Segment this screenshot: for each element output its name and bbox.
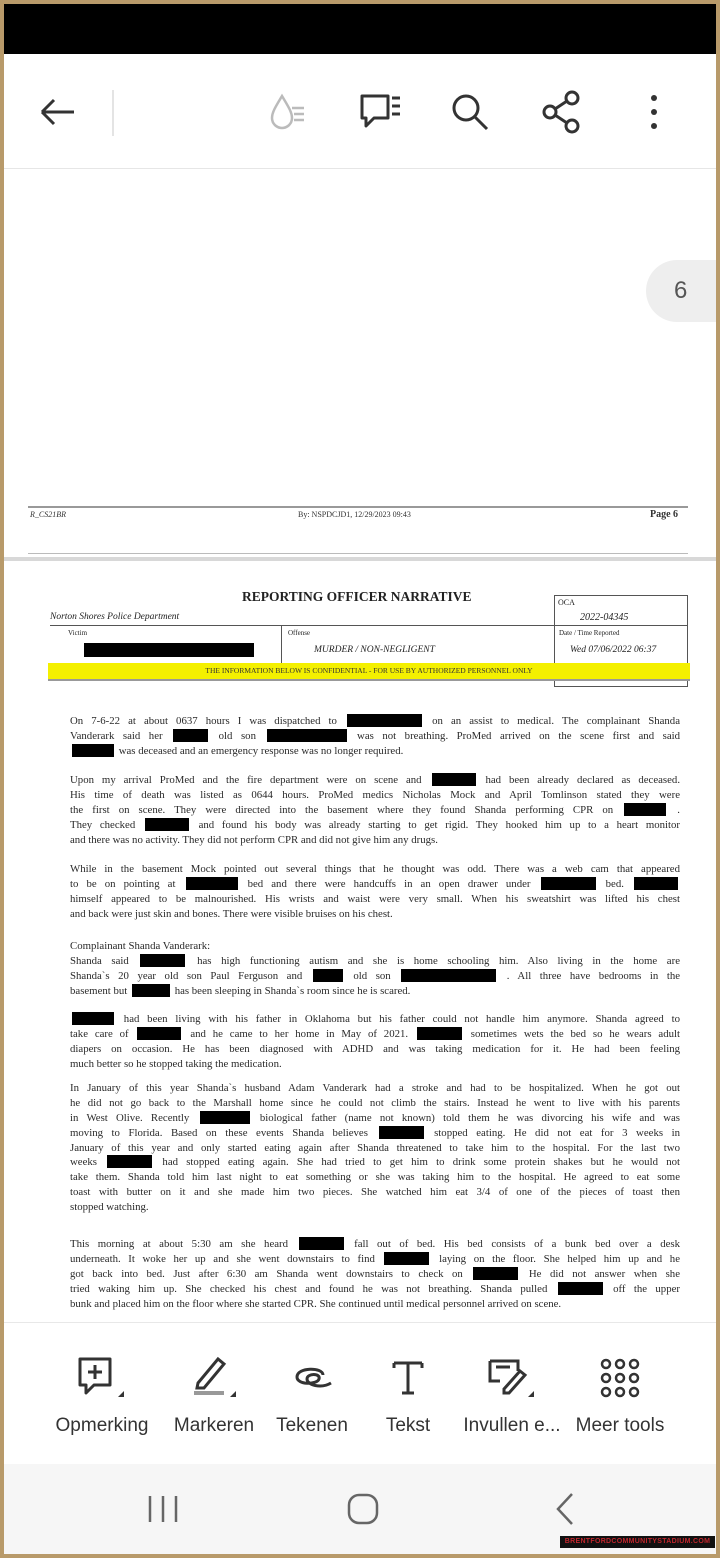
page-break [4,557,716,561]
tool-more[interactable] [560,1353,680,1437]
home-icon[interactable] [346,1492,380,1531]
narrative-line [70,744,680,759]
status-bar [4,4,716,54]
oca-value: 2022-04345 [580,612,629,623]
narrative-line [70,1282,680,1297]
redaction-box [313,969,343,982]
narrative-text: January of this year and only started eating again after Shanda threatened to take him to the hospital. For the last two [70,1141,680,1154]
redaction-box [200,1111,250,1124]
narrative-line [70,1252,680,1267]
narrative-line [70,969,680,984]
redaction-box [107,1155,152,1168]
narrative-line [70,1237,680,1252]
narrative-text: bed and there were handcuffs in an open drawer under [247,877,531,890]
tool-label: Markeren [173,1415,255,1436]
redaction-box [140,954,185,967]
back-arrow-icon[interactable] [34,90,78,134]
redaction-box [558,1282,603,1295]
recent-apps-icon[interactable] [146,1492,180,1531]
redaction-box [624,803,666,816]
date-value: Wed 07/06/2022 06:37 [570,645,657,655]
narrative-text: was not breathing. ProMed arrived on the scene first and said [357,729,681,742]
oca-label: OCA [558,598,575,607]
narrative-line [70,862,680,877]
narrative-line [70,729,680,744]
narrative-text: His time of death was listed as 0644 hours. ProMed medics Nicholas Mock and April Tomlinson stated they were [70,788,680,801]
narrative-text: and back were just skin and bones. There were visible bruises on his chest. [70,907,393,920]
footer-center: By: NSPDCJD1, 12/29/2023 09:43 [298,510,411,519]
narrative-text: old son [353,969,391,982]
narrative-line [70,907,680,922]
narrative-line [70,1057,680,1072]
narrative-line [70,1267,680,1282]
narrative-text: had been living with his father in Oklahoma but his father could not handle him anymore. Shanda agreed to [123,1013,680,1025]
narrative-text: and there was no activity. They did not perform CPR and did not give him any drugs. [70,833,438,846]
redaction-box [401,969,496,982]
tool-comment[interactable] [42,1353,162,1437]
redaction-box [417,1027,462,1040]
narrative-line [70,803,680,818]
narrative-line [70,954,680,969]
victim-label: Victim [68,629,88,637]
tool-label: Invullen e... [463,1415,561,1436]
narrative-text: basement but [70,984,128,997]
narrative-line [70,1155,680,1170]
text-icon [348,1353,468,1403]
fill-sign-icon [452,1353,572,1403]
redaction-box [145,818,189,831]
tool-fill-sign[interactable] [452,1353,572,1437]
narrative-text: has high functioning autism and she is home schooling him. Also living in the home are [197,954,680,967]
narrative-text: fall out of bed. His bed consists of a bunk bed over a desk [354,1238,680,1250]
narrative-line [70,1126,680,1141]
share-icon[interactable] [540,90,584,134]
redaction-box [173,729,208,742]
narrative-text: take care of [70,1027,129,1040]
narrative-text: underneath. It woke her up and she went downstairs to find [70,1252,375,1265]
more-icon[interactable] [632,90,676,134]
tool-label: Tekst [385,1415,431,1436]
comments-icon[interactable] [358,90,402,134]
narrative-text: old son [218,729,256,742]
redaction-box [634,877,678,890]
redaction-box [72,1012,114,1025]
redaction-box [299,1237,344,1250]
app-frame [4,4,716,1554]
narrative-line [70,1297,680,1312]
more-tools-icon [560,1353,680,1403]
redaction-box [384,1252,429,1265]
page-top-rule [28,553,688,554]
narrative-paragraph [70,939,680,999]
narrative-text: diapers on occasion. He has been diagnosed with ADHD and was taking medication for it. He had been feeling [70,1042,680,1055]
narrative-text: the first on scene. They were directed into the basement where they found Shanda performing CPR on [70,803,614,816]
narrative-text: toast with butter on it and she made him two pieces. She watched him eat 3/4 of one of the pieces of toast then [70,1186,680,1199]
pdf-viewer[interactable] [4,170,716,1325]
narrative-line [70,833,680,848]
tool-label: Tekenen [276,1415,348,1436]
redaction-box [267,729,347,742]
tool-label: Opmerking [55,1415,149,1436]
narrative-text: bed. [605,877,624,890]
page-indicator: 6 [646,260,716,322]
narrative-text: off the upper [613,1282,680,1295]
victim-redaction [84,643,254,657]
narrative-text: stopped eating. He did not eat for 3 weeks in [434,1126,681,1139]
narrative-text: Vanderark said her [70,729,163,742]
narrative-line [70,1027,680,1042]
narrative-text: Upon my arrival ProMed and the fire department were on scene and [70,774,422,786]
narrative-text: Complainant Shanda Vanderark: [70,940,211,952]
confidential-banner: THE INFORMATION BELOW IS CONFIDENTIAL - FOR USE BY AUTHORIZED PERSONNEL ONLY [48,663,690,681]
narrative-line [70,1111,680,1126]
narrative-text: tried waking him up. She checked his chest and found he was not breathing. Shanda pulled [70,1282,548,1295]
narrative-line [70,939,680,954]
footer-rule [28,506,688,508]
narrative-line [70,984,680,999]
comment-add-icon [42,1353,162,1403]
narrative-text: stopped watching. [70,1201,149,1214]
narrative-text: They checked [70,818,136,831]
table-divider [281,625,282,663]
footer-page: Page 6 [650,509,679,520]
narrative-text: biological father (name not known) told them he was divorcing his wife and was [259,1111,680,1124]
narrative-text: In January of this year Shanda`s husband Adam Vanderark had a stroke and had to be hospitalized. When he got out [70,1082,680,1094]
table-rule [50,625,688,626]
table-divider [554,625,555,663]
narrative-line [70,877,680,892]
department-name: Norton Shores Police Department [50,612,180,622]
back-nav-icon[interactable] [554,1492,578,1531]
narrative-paragraph [70,862,680,922]
narrative-text: Shanda`s 20 year old son Paul Ferguson and [70,969,303,982]
narrative-line [70,1096,680,1111]
redaction-box [347,714,422,727]
narrative-line [70,818,680,833]
redaction-box [72,744,114,757]
date-label: Date / Time Reported [559,629,620,637]
narrative-text: has been sleeping in Shanda`s room since he is scared. [174,984,411,997]
narrative-paragraph [70,773,680,847]
narrative-text: to be on pointing at [70,877,176,890]
narrative-text: and found his body was already starting to get rigid. They hooked him up to a heart monitor [198,818,681,831]
redaction-box [432,773,476,786]
narrative-text: Shanda said [70,954,129,967]
narrative-paragraph [70,1012,680,1072]
redaction-box [379,1126,424,1139]
narrative-text: take them. Shanda told him last night to eat something or she was taking him to the hospital. He agreed to eat some [70,1171,680,1184]
redaction-box [541,877,596,890]
footer-left: R_CS21BR [30,510,66,519]
narrative-text: he did not go back to the Marshall home since he could not climb the stairs. Instead he went to live with his parents [70,1096,680,1109]
narrative-line [70,892,680,907]
narrative-text: was deceased and an emergency response was no longer required. [118,744,404,757]
narrative-text: much better so he stopped taking the medication. [70,1057,282,1070]
liquid-mode-icon[interactable] [266,90,310,134]
narrative-line [70,1081,680,1096]
narrative-text: moving to Florida. Based on these events Shanda believes [70,1126,368,1139]
narrative-line [70,773,680,788]
redaction-box [137,1027,181,1040]
narrative-line [70,1141,680,1156]
narrative-line [70,1200,680,1215]
narrative-line [70,788,680,803]
narrative-paragraph [70,1081,680,1215]
narrative-text: had been already declared as deceased. [485,774,681,786]
narrative-text: in West Olive. Recently [70,1111,190,1124]
search-icon[interactable] [448,90,492,134]
narrative-text: This morning at about 5:30 am she heard [70,1238,289,1250]
narrative-line [70,714,680,729]
divider [112,90,114,136]
narrative-text: While in the basement Mock pointed out several things that he thought was odd. There was a web cam that appeared [70,863,680,875]
redaction-box [186,877,238,890]
top-toolbar [4,54,716,169]
narrative-line [70,1170,680,1185]
offense-label: Offense [288,629,311,637]
narrative-text: had stopped eating again. She had tried to get him to drink some protein shakes but he would not [162,1156,680,1169]
watermark: BRENTFORDCOMMUNITYSTADIUM.COM [560,1536,715,1548]
narrative-text: laying on the floor. She helped him up and he [439,1252,680,1265]
narrative-text: and he came to her home in May of 2021. [190,1027,409,1040]
redaction-box [132,984,170,997]
narrative-text: He did not answer when she [528,1267,680,1280]
narrative-text: sometimes wets the bed so he wears adult [470,1027,680,1040]
tool-text[interactable] [348,1353,468,1437]
narrative-line [70,1185,680,1200]
narrative-line [70,1012,680,1027]
narrative-text: . All three have bedrooms in the [506,969,681,982]
narrative-text: himself appeared to be malnourished. His wrists and waist were very small. When his sweatshirt was lifted his chest [70,892,680,905]
narrative-paragraph [70,714,680,759]
redaction-box [473,1267,518,1280]
report-title: REPORTING OFFICER NARRATIVE [242,589,472,604]
narrative-text: on an assist to medical. The complainant Shanda [432,715,681,727]
narrative-paragraph [70,1237,680,1311]
offense-value: MURDER / NON-NEGLIGENT [314,645,435,655]
narrative-line [70,1042,680,1057]
narrative-text: On 7-6-22 at about 0637 hours I was dispatched to [70,715,337,727]
narrative-text: weeks [70,1156,97,1169]
tool-label: Meer tools [575,1415,665,1436]
narrative-text: . [677,803,680,816]
bottom-toolbar [4,1322,716,1464]
narrative-text: bunk and placed him on the floor where she started CPR. She continued until medical personnel arrived on scene. [70,1297,562,1310]
narrative-text: got back into bed. Just after 6:30 am Shanda went downstairs to check on [70,1267,463,1280]
